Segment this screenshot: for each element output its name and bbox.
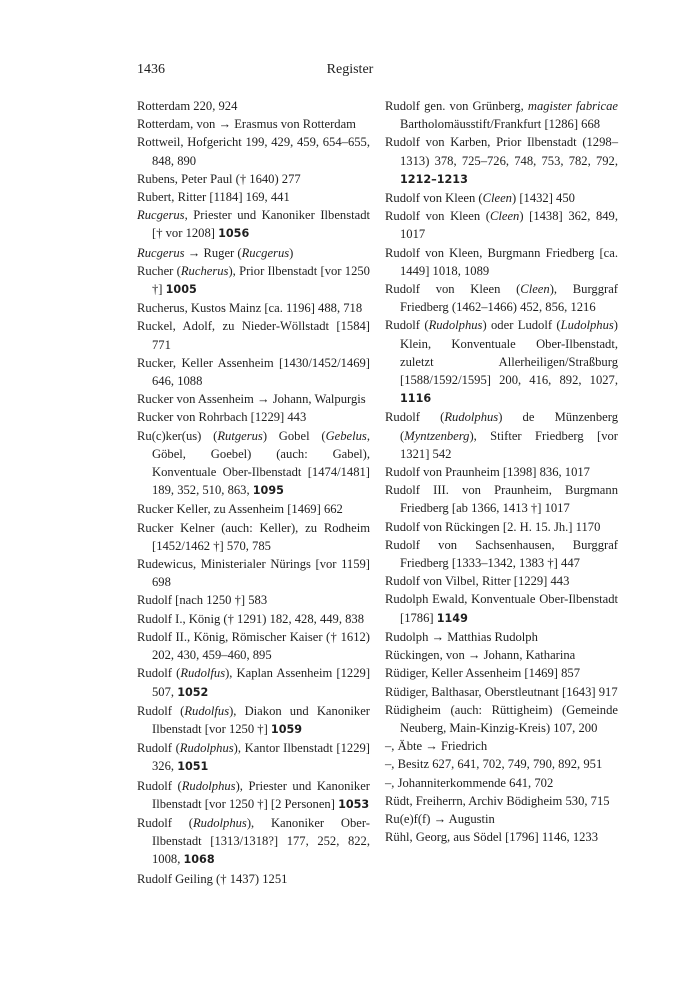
index-entry: Rühl, Georg, aus Södel [1796] 1146, 1233 bbox=[385, 830, 599, 845]
index-entry: Rotterdam, von → Erasmus von Rotterdam bbox=[137, 117, 356, 132]
index-entry: –, Äbte → Friedrich bbox=[385, 739, 488, 754]
index-entry: Rudolf I., König († 1291) 182, 428, 449, 838 bbox=[137, 611, 365, 626]
index-entry: Rucker Kelner (auch: Keller), zu Rodheim [1452/1462 †] 570, 785 bbox=[137, 520, 370, 553]
index-entry: Rucgerus → Ruger (Rucgerus) bbox=[137, 245, 294, 260]
index-entry: Rucker von Assenheim → Johann, Walpurgis bbox=[137, 392, 366, 407]
index-entry: Rudolf (Rudolfus), Kaplan Assenheim [1229] 507, 1052 bbox=[137, 666, 371, 699]
index-entry: Rudolf von Kleen (Cleen) [1432] 450 bbox=[385, 191, 575, 206]
index-entry: Ru(e)f(f) → Augustin bbox=[385, 811, 495, 826]
index-entry: Rudolf (Rudolphus) oder Ludolf (Ludolphus) Klein, Konventuale Ober-Ilbenstadt, zuletzt Allerheiligen/Straßburg [1588/1592/1595] 200, 416, 892, 1027, 1116 bbox=[385, 318, 618, 406]
index-entry: Rucher (Rucherus), Prior Ilbenstadt [vor 1250 †] 1005 bbox=[137, 263, 370, 297]
index-entry: –, Besitz 627, 641, 702, 749, 790, 892, 951 bbox=[385, 757, 603, 772]
index-entry: Rüdigheim (auch: Rüttigheim) (Gemeinde Neuberg, Main-Kinzig-Kreis) 107, 200 bbox=[385, 702, 618, 735]
index-entry: Rudewicus, Ministerialer Nürings [vor 1159] 698 bbox=[137, 557, 370, 590]
index-column-right bbox=[385, 97, 618, 846]
index-entry: Rotterdam 220, 924 bbox=[137, 99, 238, 113]
index-entry: Rudolf von Sachsenhausen, Burggraf Friedberg [1333–1342, 1383 †] 447 bbox=[385, 537, 618, 571]
index-entry: Rudolf von Karben, Prior Ilbenstadt (1298–1313) 378, 725–726, 748, 753, 782, 792, 1212–1213 bbox=[385, 135, 618, 186]
index-entry: Rüdt, Freiherrn, Archiv Bödigheim 530, 715 bbox=[385, 793, 610, 808]
index-entry: Ru(c)ker(us) (Rutgerus) Gobel (Gebelus, Göbel, Goebel) (auch: Gabel), Konventuale Ober-Ilbenstadt [1474/1481] 189, 352, 510, 863, 1095 bbox=[137, 428, 370, 498]
index-entry: Rudolf von Praunheim [1398] 836, 1017 bbox=[385, 465, 590, 480]
page-number: 1436 bbox=[137, 62, 165, 77]
index-entry: Rudolf Geiling († 1437) 1251 bbox=[137, 871, 288, 886]
index-entry: Rudolf III. von Praunheim, Burgmann Friedberg [ab 1366, 1413 †] 1017 bbox=[385, 483, 618, 516]
index-entry: Rudolf [nach 1250 †] 583 bbox=[137, 593, 268, 608]
index-entry: Rudolf von Kleen (Cleen) [1438] 362, 849, 1017 bbox=[385, 209, 618, 242]
index-entry: –, Johanniterkommende 641, 702 bbox=[385, 775, 554, 790]
running-head: Register bbox=[326, 62, 374, 77]
index-entry: Ruckel, Adolf, zu Nieder-Wöllstadt [1584] 771 bbox=[137, 319, 370, 352]
index-entry: Rudolph → Matthias Rudolph bbox=[385, 629, 538, 644]
index-entry: Rubens, Peter Paul († 1640) 277 bbox=[137, 171, 301, 186]
index-entry: Rucker, Keller Assenheim [1430/1452/1469] 646, 1088 bbox=[137, 355, 370, 389]
index-entry: Rucker Keller, zu Assenheim [1469] 662 bbox=[137, 502, 343, 517]
index-entry: Rucker von Rohrbach [1229] 443 bbox=[137, 410, 307, 425]
index-entry: Rudolf von Vilbel, Ritter [1229] 443 bbox=[385, 574, 570, 589]
index-entry: Rudolf (Rudolphus), Priester und Kanoniker Ilbenstadt [vor 1250 †] [2 Personen] 1053 bbox=[137, 778, 370, 811]
index-entry: Rudolf von Rückingen [2. H. 15. Jh.] 1170 bbox=[385, 519, 601, 534]
index-entry: Rückingen, von → Johann, Katharina bbox=[385, 648, 576, 663]
index-entry: Rudolf (Rudolphus), Kantor Ilbenstadt [1229] 326, 1051 bbox=[137, 741, 370, 774]
index-entry: Rudolf von Kleen, Burgmann Friedberg [ca. 1449] 1018, 1089 bbox=[385, 245, 618, 278]
index-entry: Rudolf von Kleen (Cleen), Burggraf Friedberg (1462–1466) 452, 856, 1216 bbox=[385, 282, 618, 315]
index-entry: Rüdiger, Keller Assenheim [1469] 857 bbox=[385, 666, 581, 681]
index-entry: Rucherus, Kustos Mainz [ca. 1196] 488, 718 bbox=[137, 301, 363, 316]
index-entry: Rüdiger, Balthasar, Oberstleutnant [1643] 917 bbox=[385, 684, 618, 699]
index-entry: Rudolf (Rudolphus), Kanoniker Ober-Ilbenstadt [1313/1318?] 177, 252, 822, 1008, 1068 bbox=[137, 815, 370, 867]
index-entry: Rudolph Ewald, Konventuale Ober-Ilbenstadt [1786] 1149 bbox=[385, 592, 618, 625]
index-entry: Rudolf (Rudolphus) de Münzenberg (Myntzenberg), Stifter Friedberg [vor 1321] 542 bbox=[385, 410, 618, 461]
index-entry: Rudolf (Rudolfus), Diakon und Kanoniker Ilbenstadt [vor 1250 †] 1059 bbox=[137, 703, 370, 736]
index-entry: Rudolf II., König, Römischer Kaiser († 1612) 202, 430, 459–460, 895 bbox=[137, 629, 370, 663]
index-entry: Rudolf gen. von Grünberg, magister fabricae Bartholomäusstift/Frankfurt [1286] 668 bbox=[385, 99, 619, 132]
index-entry: Rubert, Ritter [1184] 169, 441 bbox=[137, 190, 290, 205]
index-entry: Rucgerus, Priester und Kanoniker Ilbenstadt [† vor 1208] 1056 bbox=[137, 208, 370, 241]
index-entry: Rottweil, Hofgericht 199, 429, 459, 654–655, 848, 890 bbox=[137, 135, 370, 168]
index-column-left bbox=[137, 97, 370, 888]
